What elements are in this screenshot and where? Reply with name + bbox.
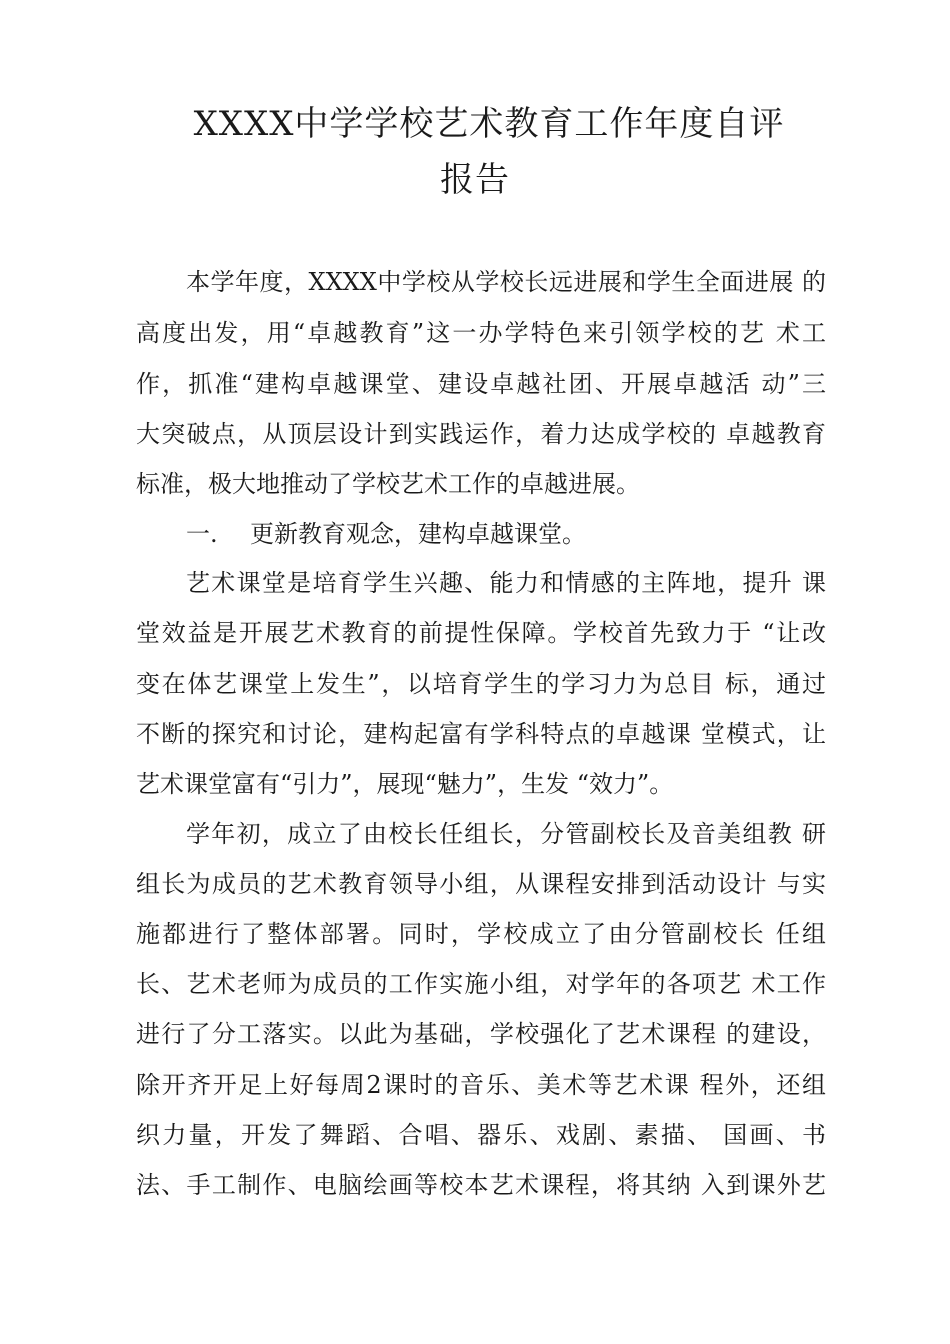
paragraph-2-line: 艺术课堂是培育学生兴趣、能力和情感的主阵地，提升 课 [186,569,826,597]
paragraph-1-line: 高度出发，用“卓越教育”这一办学特色来引领学校的艺 术工 [136,319,826,347]
paragraph-1-line: 大突破点，从顶层设计到实践运作，着力达成学校的 卓越教育 [136,420,826,448]
paragraph-2-line: 变在体艺课堂上发生”，以培育学生的学习力为总目 标，通过 [136,670,826,698]
paragraph-3-line: 进行了分工落实。以此为基础，学校强化了艺术课程 的建设， [136,1020,826,1048]
paragraph-1-line: 标准，极大地推动了学校艺术工作的卓越进展。 [136,470,640,498]
paragraph-3-line: 组长为成员的艺术教育领导小组，从课程安排到活动设计 与实 [136,870,826,898]
paragraph-3-line: 施都进行了整体部署。同时，学校成立了由分管副校长 任组 [136,920,826,948]
paragraph-2-line: 不断的探究和讨论，建构起富有学科特点的卓越课 堂模式，让 [136,720,826,748]
paragraph-3-line: 织力量，开发了舞蹈、合唱、器乐、戏剧、素描、 国画、书 [136,1121,826,1149]
paragraph-3-line: 法、手工制作、电脑绘画等校本艺术课程，将其纳 入到课外艺 [136,1171,826,1199]
paragraph-2-line: 堂效益是开展艺术教育的前提性保障。学校首先致力于 “让改 [136,619,826,647]
document-title-line-2: 报告 [440,160,510,200]
paragraph-2-line: 艺术课堂富有“引力”，展现“魅力”，生发 “效力”。 [136,770,674,798]
paragraph-3-line: 学年初，成立了由校长任组长，分管副校长及音美组教 研 [186,820,826,848]
paragraph-1-line: 本学年度，XXXX中学校从学校长远进展和学生全面进展 的 [186,268,826,296]
section-1-heading: 更新教育观念，建构卓越课堂。 [250,520,586,548]
section-1-number: 一. [186,520,218,548]
paragraph-1-line: 作，抓准“建构卓越课堂、建设卓越社团、开展卓越活 动”三 [136,370,826,398]
document-title-line-1: XXXX中学学校艺术教育工作年度自评 [193,104,785,144]
paragraph-3-line: 长、艺术老师为成员的工作实施小组，对学年的各项艺 术工作 [136,970,826,998]
paragraph-3-line: 除开齐开足上好每周2课时的音乐、美术等艺术课 程外，还组 [136,1071,826,1099]
